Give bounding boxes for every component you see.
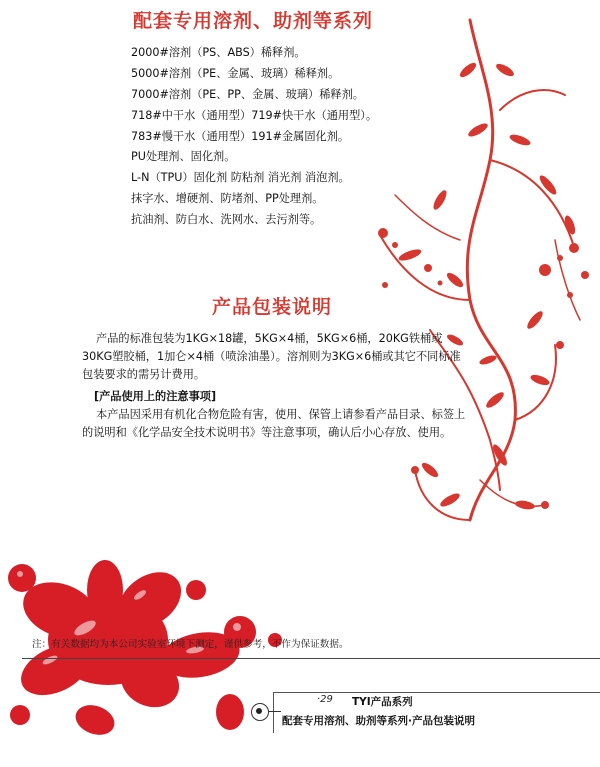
list-item: 7000#溶剂（PE、PP、金属、玻璃）稀释剂。 [131,87,364,101]
list-item: 783#慢干水（通用型）191#金属固化剂。 [131,129,350,143]
list-item: L-N（TPU）固化剂 防粘剂 消光剂 消泡剂。 [131,171,350,185]
packaging-paragraph: 产品的标准包装为1KG×18罐，5KG×4桶，5KG×6桶，20KG铁桶或30KG塑胶桶，1加仑×4桶（喷涂油墨）。溶剂则为3KG×6桶或其它不同标准包装要求的需另计费用。 [82,332,461,381]
list-item: 718#中干水（通用型）719#快干水（通用型）。 [131,108,378,122]
footer-series: TYI产品系列 [352,696,413,708]
solvent-list [131,43,391,231]
divider [22,658,600,659]
section-title-solvents: 配套专用溶剂、助剂等系列 [133,10,374,32]
list-item: 2000#溶剂（PS、ABS）稀释剂。 [131,46,306,59]
list-item: 抹字水、增硬剂、防堵剂、PP处理剂。 [131,192,324,206]
list-item: 抗油剂、防白水、洗网水、去污剂等。 [131,213,322,227]
section-title-packaging: 产品包装说明 [212,296,333,318]
footer-subtitle: 配套专用溶剂、助剂等系列·产品包装说明 [282,715,475,727]
caution-heading: [产品使用上的注意事项] [94,390,217,403]
footer-connector [267,711,281,712]
list-item: 5000#溶剂（PE、金属、玻璃）稀释剂。 [131,66,340,80]
list-item: PU处理剂、固化剂。 [131,150,236,164]
caution-paragraph: 本产品因采用有机化合物危险有害，使用、保管上请参看产品目录、标签上的说明和《化学品安全技术说明书》等注意事项，确认后小心存放、使用。 [82,408,466,439]
target-dot-icon [256,708,262,714]
page-number: ·29 [317,694,333,705]
footnote: 注：有关数据均为本公司实验室环境下测定，谨供参考，不作为保证数据。 [32,639,349,650]
